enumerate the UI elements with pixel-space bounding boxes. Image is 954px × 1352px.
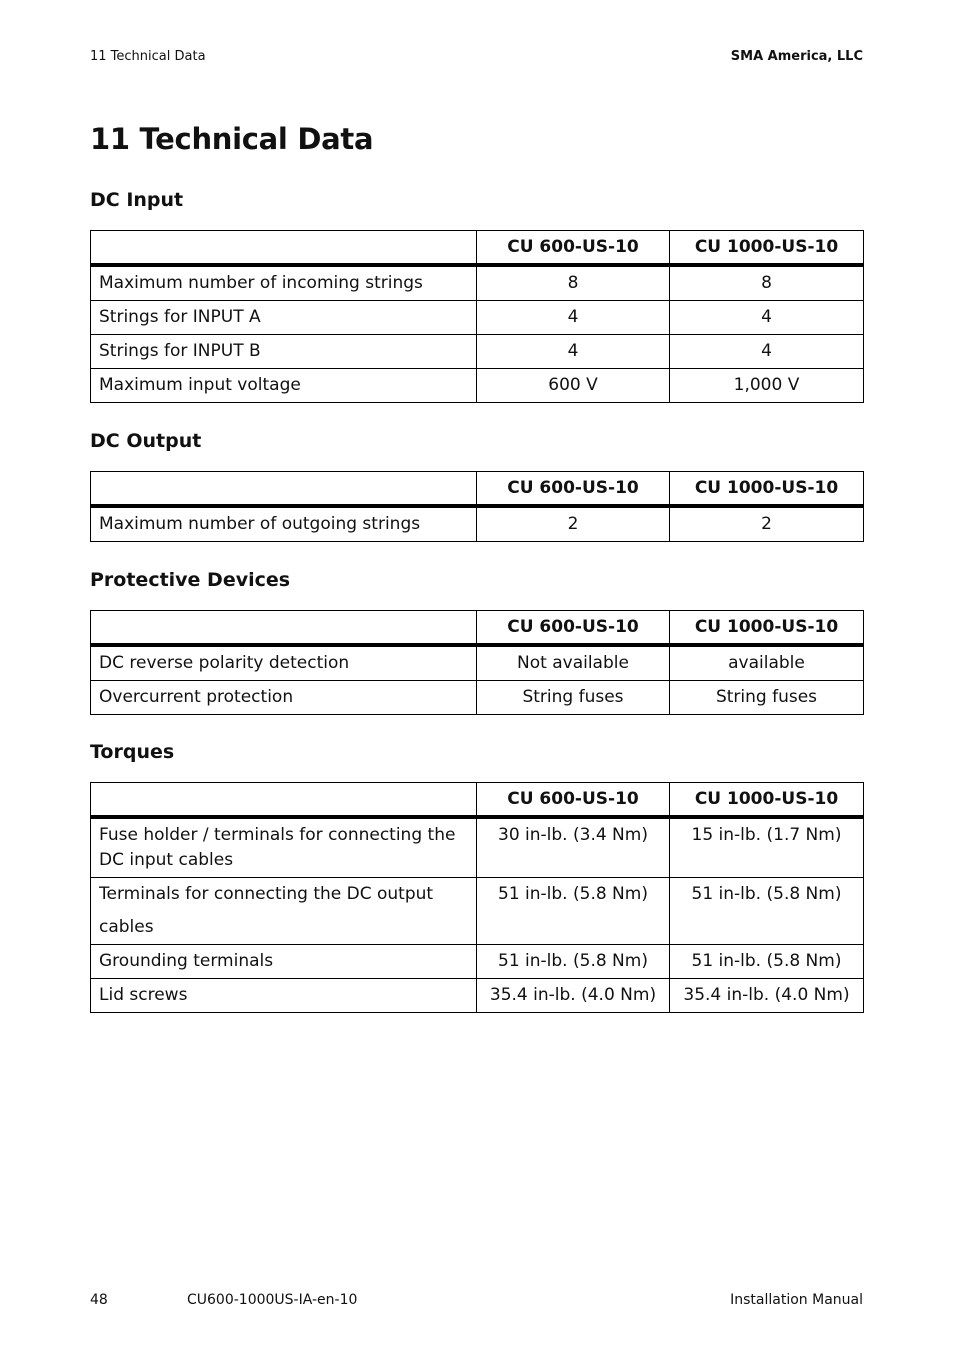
table-row xyxy=(91,369,864,403)
table-row xyxy=(91,645,864,681)
cu1000-value: 2 xyxy=(670,506,864,542)
row-label: Maximum number of incoming strings xyxy=(91,265,477,301)
cu600-value: String fuses xyxy=(477,681,670,715)
column-header-cu600: CU 600-US-10 xyxy=(477,783,670,818)
protective-devices-table xyxy=(90,610,864,715)
cu1000-value: available xyxy=(670,645,864,681)
column-header-cu1000: CU 1000-US-10 xyxy=(670,783,864,818)
cu1000-value: 8 xyxy=(670,265,864,301)
row-label: Maximum input voltage xyxy=(91,369,477,403)
table-row xyxy=(91,265,864,301)
cu1000-value: 35.4 in-lb. (4.0 Nm) xyxy=(670,979,864,1013)
cu600-value: 4 xyxy=(477,301,670,335)
cu600-value: 4 xyxy=(477,335,670,369)
running-header-company: SMA America, LLC xyxy=(730,49,863,64)
cu1000-value: 4 xyxy=(670,301,864,335)
page-number: 48 xyxy=(90,1292,108,1308)
cu1000-value: 4 xyxy=(670,335,864,369)
table-header-row xyxy=(91,611,864,646)
header-blank-cell xyxy=(91,783,477,818)
header-blank-cell xyxy=(91,472,477,507)
row-label: Maximum number of outgoing strings xyxy=(91,506,477,542)
table-row xyxy=(91,301,864,335)
table-row xyxy=(91,335,864,369)
column-header-cu600: CU 600-US-10 xyxy=(477,231,670,266)
column-header-cu1000: CU 1000-US-10 xyxy=(670,611,864,646)
table-header-row xyxy=(91,472,864,507)
table-header-row xyxy=(91,231,864,266)
row-label: Strings for INPUT B xyxy=(91,335,477,369)
row-label: Fuse holder / terminals for connecting the DC input cables xyxy=(91,817,477,878)
row-label: Lid screws xyxy=(91,979,477,1013)
header-blank-cell xyxy=(91,231,477,266)
cu600-value: 8 xyxy=(477,265,670,301)
column-header-cu600: CU 600-US-10 xyxy=(477,611,670,646)
torques-table xyxy=(90,782,864,1013)
dc-output-table xyxy=(90,471,864,542)
column-header-cu1000: CU 1000-US-10 xyxy=(670,231,864,266)
table-row xyxy=(91,878,864,945)
cu1000-value: 15 in-lb. (1.7 Nm) xyxy=(670,817,864,878)
row-label: Terminals for connecting the DC output cables xyxy=(91,878,477,945)
table-row xyxy=(91,506,864,542)
dc-input-table xyxy=(90,230,864,403)
cu600-value: Not available xyxy=(477,645,670,681)
table-header-row xyxy=(91,783,864,818)
table-row xyxy=(91,979,864,1013)
cu600-value: 600 V xyxy=(477,369,670,403)
table-row xyxy=(91,681,864,715)
cu1000-value: 1,000 V xyxy=(670,369,864,403)
row-label: Overcurrent protection xyxy=(91,681,477,715)
document-type: Installation Manual xyxy=(730,1292,863,1308)
header-blank-cell xyxy=(91,611,477,646)
cu600-value: 2 xyxy=(477,506,670,542)
section-heading-protective-devices: Protective Devices xyxy=(90,569,291,591)
column-header-cu600: CU 600-US-10 xyxy=(477,472,670,507)
cu600-value: 30 in-lb. (3.4 Nm) xyxy=(477,817,670,878)
running-header-chapter: 11 Technical Data xyxy=(90,49,206,64)
cu1000-value: 51 in-lb. (5.8 Nm) xyxy=(670,878,864,945)
cu1000-value: String fuses xyxy=(670,681,864,715)
cu600-value: 35.4 in-lb. (4.0 Nm) xyxy=(477,979,670,1013)
document-code: CU600-1000US-IA-en-10 xyxy=(187,1292,358,1308)
section-heading-dc-output: DC Output xyxy=(90,430,202,452)
section-heading-torques: Torques xyxy=(90,741,175,763)
cu1000-value: 51 in-lb. (5.8 Nm) xyxy=(670,945,864,979)
table-row xyxy=(91,817,864,878)
row-label: Grounding terminals xyxy=(91,945,477,979)
table-row xyxy=(91,945,864,979)
cu600-value: 51 in-lb. (5.8 Nm) xyxy=(477,945,670,979)
chapter-title: 11 Technical Data xyxy=(90,122,374,156)
section-heading-dc-input: DC Input xyxy=(90,189,184,211)
row-label: Strings for INPUT A xyxy=(91,301,477,335)
column-header-cu1000: CU 1000-US-10 xyxy=(670,472,864,507)
cu600-value: 51 in-lb. (5.8 Nm) xyxy=(477,878,670,945)
row-label: DC reverse polarity detection xyxy=(91,645,477,681)
